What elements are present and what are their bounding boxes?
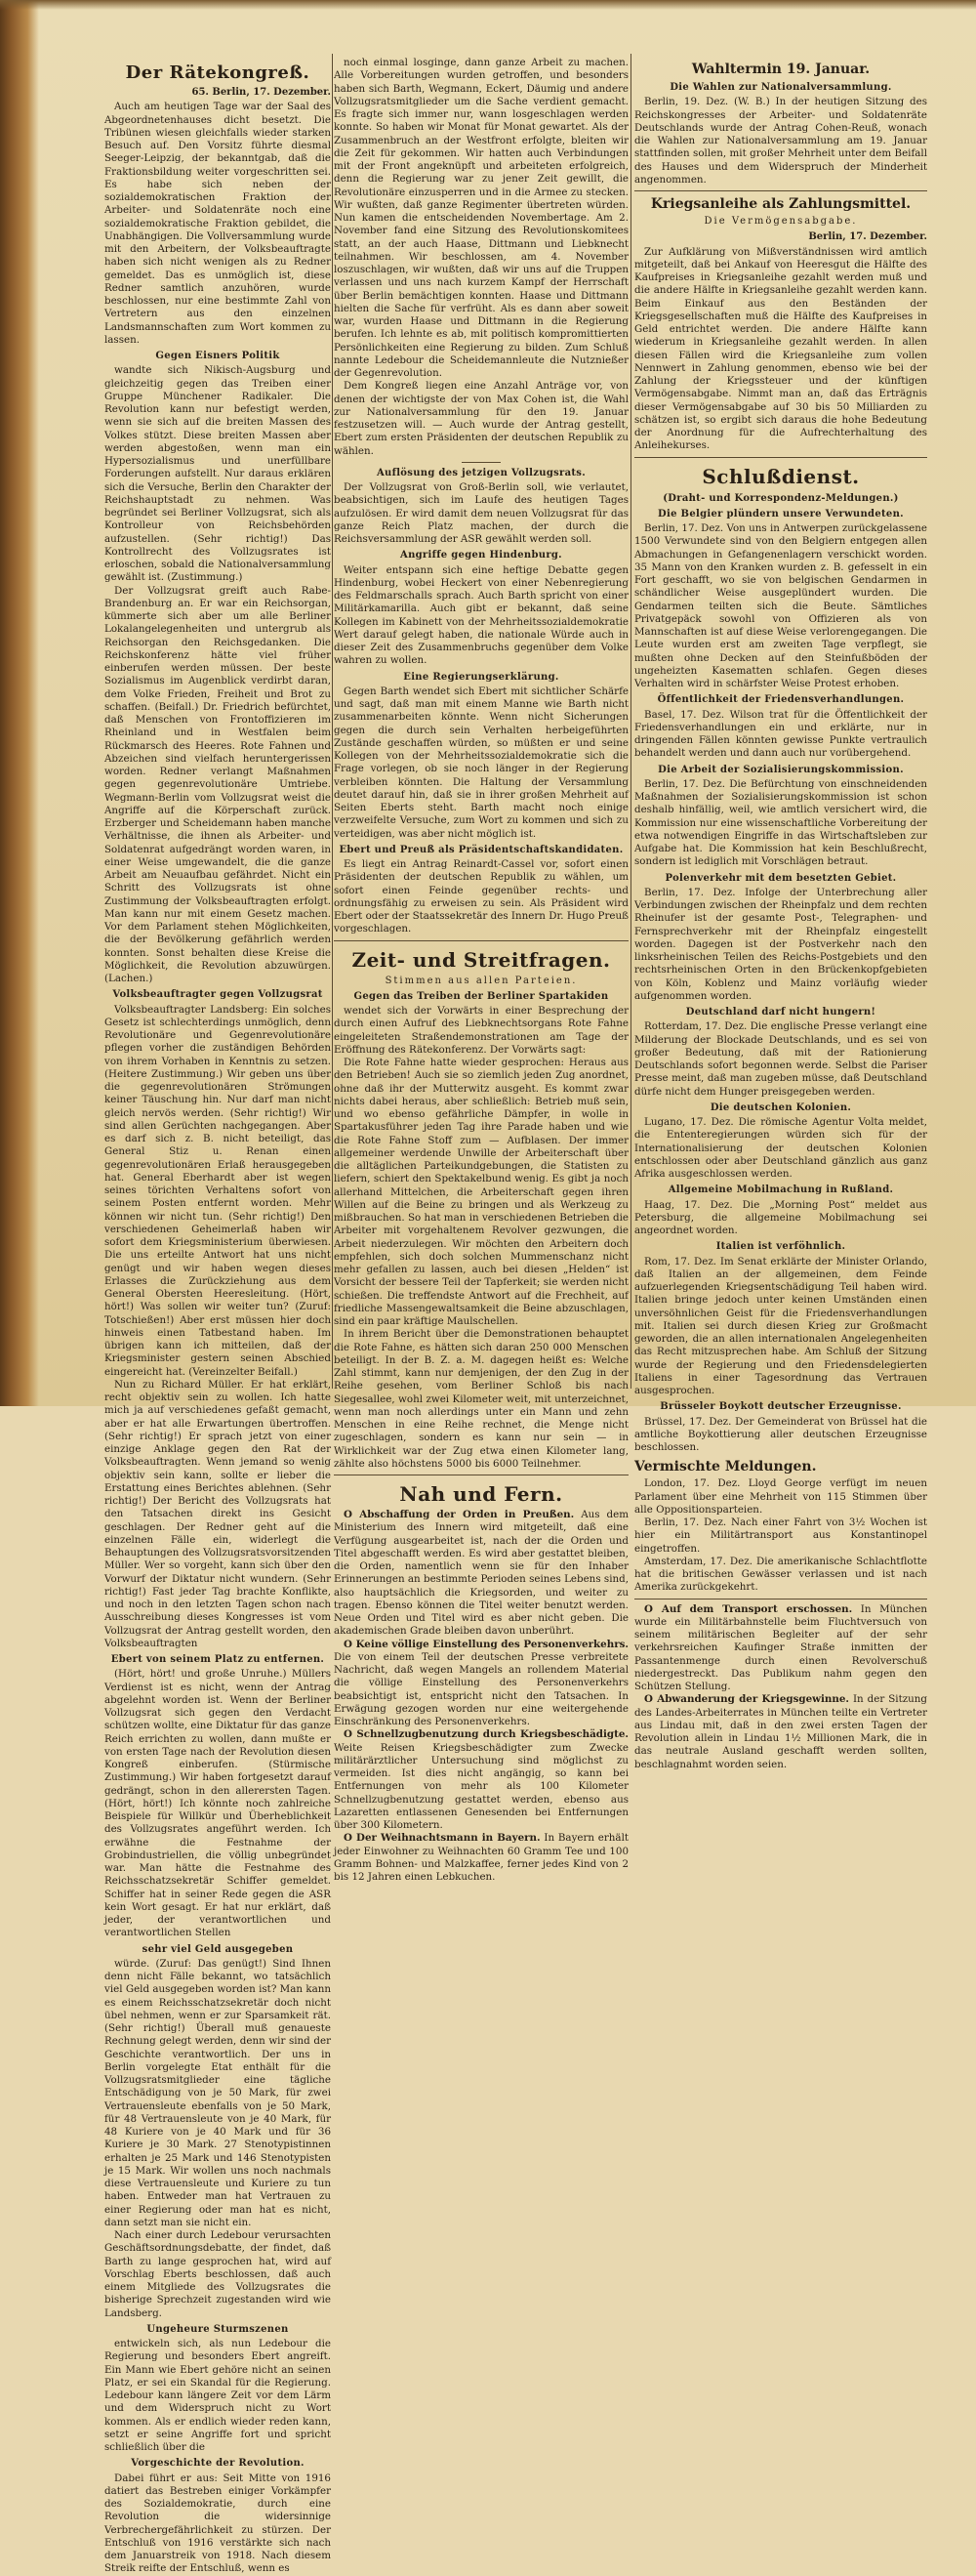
paragraph: Rom, 17. Dez. Im Senat erklärte der Minister Orlando, daß Italien an der allgemeinen, dem Feinde aufzuerlegenden Kriegsentschädigung Teil haben wird. Italien bringe jedoch unter keinen Umständen einen unversöhnlichen Geist für die Friedensverhandlungen mit. Italien sei durch diesen Krieg zur Großmacht geworden, die an allen internationalen Angelegenheiten das Recht mitzusprechen habe. Am Schluß der Sitzung wurde der Regierung und den Friedensdelegierten Italiens in einer Tagesordnung das Vertrauen ausgesprochen. [634, 1255, 927, 1396]
section-title-zeit-und-streitfragen: Zeit- und Streitfragen. [351, 947, 611, 972]
news-item-title: O Abwanderung der Kriegsgewinne. [644, 1693, 850, 1706]
subheading: Polenverkehr mit dem besetzten Gebiet. [665, 872, 897, 884]
paragraph: wandte sich Nikisch-Augsburg und gleichzeitig gegen das Treiben einer Gruppe Münchener Radikaler. Die Revolution kann nur befestigt werden, wenn sie sich auf die breiten Massen des Volkes stützt. Diese breiten Massen aber werden abgestoßen, wenn man ein Hypersozialismus und unerfüllbare Forderungen aufstellt. Nur daraus erklären sich die Versuche, Berlin den Charakter der Reichshauptstadt zu nehmen. Was begründet sei Berliner Vollzugsrat, sich als Kontrolleur von Reichsbehörden aufzustellen. (Sehr richtig!) Das Kontrollrecht des Vollzugsrates ist erloschen, sobald die Nationalversammlung gewählt ist. (Zustimmung.) [104, 364, 331, 584]
subheading: Öffentlichkeit der Friedensverhandlungen. [657, 694, 905, 706]
paragraph: Haag, 17. Dez. Die „Morning Post“ meldet aus Petersburg, die allgemeine Mobilmachung sei angeordnet worden. [634, 1198, 927, 1236]
divider [634, 190, 927, 191]
column-2 [334, 57, 630, 1883]
paragraph: In ihrem Bericht über die Demonstrationen behauptet die Rote Fahne, es hätten sich daran 250 000 Menschen beteiligt. In der B. Z. a. M. dagegen heißt es: Welche Zahl stimmt, kann nur demjenigen, der den Zug in der Reihe gesehen, vom Berliner Schloß bis nach Siegesallee, wohl zwei Kilometer weit, mit unterzeichnet, wenn man noch allerdings unter ein Mann und zehn Menschen in eine Reihe rechnet, die Menge nicht zugeschlagen, sondern es kann nur sein — in Wirklichkeit war der Zug etwa einen Kilometer lang, zählte also höchstens 5000 bis 6000 Teilnehmer. [334, 1328, 629, 1470]
paragraph: Weiter entspann sich eine heftige Debatte gegen Hindenburg, wobei Heckert von einer Nebenregierung des Feldmarschalls sprach. Auch Barth spricht von einer Militärkamarilla. Auch gibt er bekannt, daß seine Kollegen im Kabinett von der Mehrheitssozialdemokratie Wert darauf gelegt haben, die nationale Würde auch in dieser Zeit des Zusammenbruchs gegenüber dem Volke wahren zu wollen. [334, 563, 629, 667]
subheading: Deutschland darf nicht hungern! [685, 1007, 876, 1018]
column-1 [104, 57, 331, 2575]
divider [634, 1599, 927, 1600]
paragraph: Volksbeauftragter Landsberg: Ein solches Gesetz ist schlechterdings unmöglich, denn Revolutionäre und Gegenrevolutionäre pflegen vorher die zuständigen Behörden von ihrem Vorhaben in Kenntnis zu setzen. (Heitere Zustimmung.) Wir geben uns über die gegenrevolutionären Strömungen keiner Täuschung hin. Nur darf man nicht gleich nervös werden. (Sehr richtig!) Wir sind allen Gerüchten nachgegangen. Aber es darf sich z. B. nicht beteiligt, das General Stiz u. Renan einen gegenrevolutionären Erlaß herausgegeben hat. General Eberhardt aber ist wegen seines törichten Verhaltens sofort von seinem Posten entfernt worden. Mehr können wir nicht tun. (Sehr richtig!) Den verschiedenen Geheimerlaß haben wir sofort dem Kriegsministerium überwiesen. Die uns erteilte Antwort hat uns nicht genügt und wir haben wegen dieses Erlasses die Zurückziehung aus dem General Obersten Heeresleitung. (Hört, hört!) Was sollen wir weiter tun? (Zuruf: Totschießen!) Aber erst müssen hier doch hinweis einen Tatbestand haben. Im übrigen kann ich mitteilen, daß der Kriegsminister gestern seinen Abschied eingereicht hat. (Vereinzelter Beifall.) [104, 1003, 331, 1378]
paragraph: Die Rote Fahne hatte wieder gesprochen: Heraus aus den Betrieben! Auch sie so ziemlich jeden Zug anordnet, ohne daß ihr der Mutterwitz ausgeht. Es kommt zwar nichts dabei heraus, aber schließlich: Betrieb muß sein, und wo ebenso gefährliche Dämpfer, in wolle in Spartakusführer jeden Tag ihre Parade haben und wie die Rote Fahne Stoff zum — Aufblasen. Der immer allgemeiner werdende Unwille der Arbeiterschaft über die alltäglichen Parteikundgebungen, die Statisten zu liefern, schiert den Spektakelbund wenig. Es gibt ja noch allerhand Mittelchen, die Arbeiterschaft gegen ihren Willen auf die Beine zu bringen und als Werkzeug zu mißbrauchen. So hat man in verschiedenen Betrieben die Arbeiter mit vorgehaltenem Revolver gezwungen, die Arbeit niederzulegen. Wir möchten den Arbeitern doch empfehlen, sich doch solchen Mummenschanz nicht mehr gefallen zu lassen, auch bei diesen „Helden“ ist Vorsicht der bessere Teil der Tapferkeit; sie werden nicht schießen. Die treffendste Antwort auf die Frechheit, auf friedliche Massengewaltsamkeit die Beine abzuschlagen, sind ein paar kräftige Maulschellen. [334, 1057, 629, 1327]
news-item-text: Die von einem Teil der deutschen Presse verbreitete Nachricht, daß wegen Mangels an rollendem Material die völlige Einstellung des Personenverkehrs beabsichtigt ist, entspricht nicht den Tatsachen. In Erwägung gezogen worden nur eine weitergehende Einschränkung des Personenverkehrs. [334, 1650, 629, 1727]
section-subtitle: (Draht- und Korrespondenz-Meldungen.) [663, 492, 899, 504]
article-title-kriegsanleihe: Kriegsanleihe als Zahlungsmittel. [650, 196, 912, 212]
paragraph: Gegen Barth wendet sich Ebert mit sichtlicher Schärfe und sagt, daß man mit einem Manne wie Barth nicht zusammenarbeiten könnte. Wenn nicht Sicherungen gegen die durch sein Verhalten herbeigeführten Zustände geschaffen würden, so müßten er und seine Kollegen von der Mehrheitssozialdemokratie sich die Frage vorlegen, ob sie noch länger in der Regierung verbleiben könnten. Die Haltung der Versammlung deutet darauf hin, daß sie in ihrer großen Mehrheit auf Seiten Eberts steht. Barth macht noch einige verzweifelte Versuche, zum Wort zu kommen und sich zu verteidigen, was aber nicht möglich ist. [334, 685, 629, 840]
paragraph: Berlin, 17. Dez. Die Befürchtung von einschneidenden Maßnahmen der Sozialisierungskommission ist schon deshalb hinfällig, weil, wie amtlich versichert wird, die Kommission nur eine wissenschaftliche Vorbereitung der etwa notwendigen Eingriffe in das Wirtschaftsleben zur Aufgabe hat. Die Kommission hat kein Beschlußrecht, sondern ist lediglich mit Vorschlägen betraut. [634, 777, 927, 868]
news-item [334, 1639, 629, 1729]
paragraph: Es liegt ein Antrag Reinardt-Cassel vor, sofort einen Präsidenten der deutschen Republik zu wählen, um sofort einen Feinde gegenüber rechts- und ordnungsfähig zu erweisen zu sein. Als Präsident wird Ebert oder der Staatssekretär des Innern Dr. Hugo Preuß vorgeschlagen. [334, 858, 629, 935]
page-binding-edge [0, 0, 39, 1406]
section-subtitle: Stimmen aus allen Parteien. [385, 975, 578, 986]
subheading: Allgemeine Mobilmachung in Rußland. [668, 1184, 894, 1196]
paragraph: (Hört, hört! und große Unruhe.) Müllers Verdienst ist es nicht, wenn der Antrag abgelehnt worden ist. Wenn der Berliner Vollzugsrat sich gegen den Verdacht schützen wollte, eine Diktatur für das ganze Reich errichten zu wollen, dann mußte er von ersten Tage nach der Revolution diesen Kongreß einberufen. (Stürmische Zustimmung.) Wir haben fortgesetzt darauf gedrängt, schon in den allerersten Tagen. (Hört, hört!) Ich könnte noch zahlreiche Beispiele für Willkür und Überheblichkeit des Vollzugsrates angeführt werden. Ich erwähne die Festnahme der Grobindustriellen, die völlig unbegründet war. Man hätte die Festnahme des Reichsschatzsekretär Schiffer gemeldet. Schiffer hat in seiner Rede gegen die ASR kein Wort gesagt. Er hat nur erklärt, daß jeder, der verantwortlichen und verantwortlichen Stellen [104, 1668, 331, 1939]
divider [462, 462, 501, 463]
column-3 [634, 57, 927, 1770]
page-top-edge [0, 0, 976, 10]
section-title-schlussdienst: Schlußdienst. [702, 464, 860, 488]
section-title-vermischte-meldungen: Vermischte Meldungen. [634, 1459, 817, 1475]
subheading: Vorgeschichte der Revolution. [131, 2458, 305, 2470]
news-item-title: O Schnellzugbenutzung durch Kriegsbeschädigte. [344, 1728, 629, 1741]
subheading: Gegen das Treiben der Berliner Spartakiden [353, 990, 609, 1002]
paragraph: Zur Aufklärung von Mißverständnissen wird amtlich mitgeteilt, daß bei Ankauf von Heeresgut die Hälfte des Kaufpreises in Kriegsanleihe gezahlt werden muß und die andere Hälfte in Kriegsanleihe gezahlt werden kann. Beim Einkauf aus den Beständen der Kriegsgesellschaften muß die Hälfte des Kaufpreises in Geld entrichtet werden. Die andere Hälfte kann wiederum in Kriegsanleihe gezahlt werden. In allen diesen Fällen wird die Kriegsanleihe zum vollen Nennwert in Zahlung genommen, ebenso wie bei der Zahlung der Kriegssteuer und der künftigen Vermögensabgabe. Nimmt man an, daß das Erträgnis dieser Vermögensabgabe auf 30 bis 50 Milliarden zu schätzen ist, so ergibt sich daraus die hohe Bedeutung der Anordnung für die Aufrechterhaltung des Anleihekurses. [634, 245, 927, 452]
paragraph: würde. (Zuruf: Das genügt!) Sind Ihnen denn nicht Fälle bekannt, wo tatsächlich viel Geld ausgegeben worden ist? Man kann es einem Reichsschatzsekretär doch nicht übel nehmen, wenn er zur Sparsamkeit rät. (Sehr richtig!) Überall muß genaueste Rechnung gelegt werden, denn wir sind der Geschichte verantwortlich. Der uns in Berlin vorgelegte Etat enthält für die Vollzugsratsmitglieder eine tägliche Entschädigung von je 50 Mark, für zwei Vertrauensleute ebenfalls von je 50 Mark, für 48 Vertrauensleute von je 40 Mark, für 48 Kuriere von je 40 Mark und für 36 Kuriere je 30 Mark. 27 Stenotypistinnen erhalten je 25 Mark und 146 Stenotypisten je 15 Mark. Wir wollen uns noch nachmals diese Vertrauensleute und Kuriere zu tun haben. Entweder man hat Vertrauen zu einer Regierung oder man hat es nicht, dann setzt man sie nicht ein. [104, 1957, 331, 2228]
subheading: Angriffe gegen Hindenburg. [400, 550, 562, 561]
paragraph: Rotterdam, 17. Dez. Die englische Presse verlangt eine Milderung der Blockade Deutschlands, und es sei von großer Bedeutung, daß mit der Rationierung Deutschlands sofort begonnen werde. Selbst die Pariser Presse meint, daß man zugeben müsse, daß Deutschland dürfe nicht dem Hunger preisgegeben werden. [634, 1020, 927, 1098]
subheading: Eine Regierungserklärung. [403, 671, 559, 683]
news-item-text: In der Sitzung des Landes-Arbeiterrates in München teilte ein Vertreter aus Lindau mit, daß in den zwei ersten Tagen der Revolution allein in Lindau 1½ Millionen Mark, die in das neutrale Ausland geschafft werden sollten, beschlagnahmt worden seien. [634, 1693, 927, 1770]
dateline: 65. Berlin, 17. Dezember. [191, 87, 331, 98]
paragraph: wendet sich der Vorwärts in einer Besprechung der durch einen Aufruf des Liebknechtsorgans Rote Fahne eingeleiteten Straßendemonstrationen am Tage der Eröffnung des Rätekonferenz. Der Vorwärts sagt: [334, 1005, 629, 1056]
paragraph: Berlin, 17. Dez. Nach einer Fahrt von 3½ Wochen ist hier ein Militärtransport aus Konstantinopel eingetroffen. [634, 1517, 927, 1555]
paragraph: Brüssel, 17. Dez. Der Gemeinderat von Brüssel hat die amtliche Boykottierung aller deutschen Erzeugnisse beschlossen. [634, 1415, 927, 1453]
news-item-text: In Bayern erhält jeder Einwohner zu Weihnachten 60 Gramm Tee und 100 Gramm Bohnen- und Malzkaffee, ferner jedes Kind von 2 bis 12 Jahren einen Lebkuchen. [334, 1832, 630, 1883]
paragraph: Amsterdam, 17. Dez. Die amerikanische Schlachtflotte hat die britischen Gewässer verlassen und ist nach Amerika zurückgekehrt. [634, 1555, 927, 1594]
dateline: Berlin, 17. Dezember. [808, 231, 927, 243]
news-item-title: O Der Weihnachtsmann in Bayern. [344, 1832, 541, 1845]
subheading: Die Belgier plündern unsere Verwundeten. [658, 508, 904, 519]
news-item [334, 1509, 629, 1639]
paragraph: Lugano, 17. Dez. Die römische Agentur Volta meldet, die Ententeregierungen würden sich für der Internationalisierung der deutschen Kolonien entschlossen oder aber Deutschland gänzlich aus ganz Afrika ausgeschlossen werden. [634, 1116, 927, 1180]
paragraph: Nun zu Richard Müller. Er hat erklärt, recht objektiv sein zu wollen. Ich hatte mich ja auf verschiedenes gefaßt gemacht, aber er hat alle Erwartungen übertroffen. (Sehr richtig!) Er sprach jetzt von einer einzige Anklage gegen den Rat der Volksbeauftragten. Wenn jemand so wenig objektiv sein kann, sollte er lieber die Erstattung eines Berichtes ablehnen. (Sehr richtig!) Der Bericht des Vollzugsrats hat den Tatsachen direkt ins Gesicht geschlagen. Der Redner geht auf die einzelnen Fälle ein, widerlegt die Behauptungen des Vollzugsratsvorsitzenden Müller. Wer so vorgeht, kann sich über den Vorwurf der Diktatur nicht wundern. (Sehr richtig!) Fast jeder Tag brachte Konflikte, und noch in den letzten Tagen schon nach Ausschreibung dieses Kongresses ist vom Vollzugsrat der Antrag gestellt worden, den Volksbeauftragten [104, 1378, 331, 1649]
news-item-text: In München wurde ein Militärbahnstelle beim Fluchtversuch von seinem militärischen Begleiter auf der sehr verkehrsreichen Kaufinger Straße inmitten der Passantenmenge durch einen Revolverschuß niedergestreckt. Das Publikum nahm gegen den Schützen Stellung. [634, 1602, 927, 1692]
paragraph: Berlin, 17. Dez. Von uns in Antwerpen zurückgelassene 1500 Verwundete sind von den Belgiern entgegen allen Abmachungen in Gefangenenlagern verschickt worden. 35 Mann von den Kranken wurden z. B. gefesselt in ein Fort geschafft, wo sie von belgischen Gendarmen in schändlicher Weise ausgeplündert wurden. Die Gendarmen teilten sich die Beute. Sämtliches Privatgepäck sowohl von Offizieren als von Mannschaften ist auf diese Weise verlorengegangen. Die Leute wurden erst am zweiten Tage verpflegt, sie mußten ohne Decken auf den Steinfußböden der ungeheizten Kasematten schlafen. Gegen dieses Verhalten wird in schärfster Weise Protest erhoben. [634, 522, 927, 689]
column-rule-2 [630, 54, 631, 1389]
news-item [334, 1728, 629, 1832]
subheading: Ebert von seinem Platz zu entfernen. [110, 1654, 325, 1665]
paragraph: Auch am heutigen Tage war der Saal des Abgeordnetenhauses dicht besetzt. Die Tribünen wiesen gleichfalls wieder starken Besuch auf. Den Vorsitz führte diesmal Seeger-Leipzig, der bekanntgab, daß die Fraktionsbildung weiter vorgeschritten sei. Es habe sich neben der sozialdemokratischen Fraktion der Arbeiter- und Soldatenräte noch eine sozialdemokratische Fraktion gebildet, die Unabhängigen. Die Vollversammlung wurde mit den Arbeitern, der Volksbeauftragte haben sich nicht wenigen als zu Redner gemeldet. Das es unmöglich ist, diese Redner samtlich anzuhören, wurde beschlossen, nur eine bestimmte Zahl von Vertretern aus den einzelnen Landsmannschaften zum Wort kommen zu lassen. [104, 101, 331, 346]
divider [634, 457, 927, 458]
paragraph: entwickeln sich, als nun Ledebour die Regierung und besonders Ebert angreift. Ein Mann wie Ebert gehöre nicht an seinen Platz, er sei ein Skandal für die Regierung. Ledebour kann längere Zeit vor dem Lärm und dem Widerspruch nicht zu Wort kommen. Als er endlich wieder reden kann, setzt er seine Angriffe fort und spricht schließlich über die [104, 2338, 331, 2453]
paragraph: Berlin, 17. Dez. Infolge der Unterbrechung aller Verbindungen zwischen der Rheinpfalz und dem rechten Rheinufer ist der gesamte Post-, Telegraphen- und Fernsprechverkehr mit der Rheinpfalz eingestellt worden. Dagegen ist der Postverkehr nach den linksrheinischen Teilen des Reichs-Postgebiets und den rechtsrheinischen Orten in den Brückenkopfgebieten von Köln, Koblenz und Mainz vorläufig wieder aufgenommen worden. [634, 886, 927, 1002]
subheading: Die Wahlen zur Nationalversammlung. [670, 82, 892, 93]
subheading: Italien ist verföhnlich. [715, 1241, 846, 1253]
paragraph: Basel, 17. Dez. Wilson trat für die Öffentlichkeit der Friedensverhandlungen ein und erklärte, nur in dringenden Fällen könnten gewisse Punkte vertraulich behandelt werden und dann auch nur vorübergehend. [634, 708, 927, 760]
paragraph: noch einmal losginge, dann ganze Arbeit zu machen. Alle Vorbereitungen wurden getroffen, und besonders haben sich Barth, Wegmann, Eckert, Däumig und andere Vollzugsratsmitglieder um die Sache verdient gemacht. Es fragte sich immer nur, wann losgeschlagen werden konnte. So haben wir Monat für Monat gewartet. Als der Zusammenbruch an der Westfront erfolgte, bleiten wir die Zeit für gekommen. Wir hatten auch Verbindungen mit der Front angeknüpft und arbeiteten erfolgreich, denn die Regierung war zu jener Zeit gewillt, die Revolutionäre einzusperren und in die Armee zu stecken. Wir wußten, daß ganze Regimenter übertreten würden. Nun kamen die entscheidenden Novembertage. Am 2. November fand eine Sitzung des Revolutionskomitees statt, an der auch Haase, Dittmann und Liebknecht teilnahmen. Wir beschlossen, am 4. November loszuschlagen, wir wußten, daß wir uns auf die Truppen verlassen und uns nach kurzem Kampf der Herrschaft über Berlin bemächtigen konnten. Haase und Dittmann hielten die Sache für verfrüht. Als es dann aber soweit war, wurden Haase und Dittmann in die Regierung berufen. Ich lehnte es ab, mit politisch kompromittierten Persönlichkeiten eine Regierung zu bilden. Zum Schluß nannte Ledebour die Scheidemannleute die Nutznießer der Gegenrevolution. [334, 57, 629, 379]
news-item-title: O Abschaffung der Orden in Preußen. [344, 1509, 575, 1520]
news-item-text: Aus dem Ministerium des Innern wird mitgeteilt, daß eine Verfügung ausgearbeitet ist, nach der die Orden und Titel abgeschafft werden. Es wird aber gestattet bleiben, die Orden, namentlich wenn sie für den Inhaber Erinnerungen an bestimmte Perioden seines Lebens sind, also hauptsächlich die Kriegsorden, und weiter zu tragen. Ebenso können die Titel weiter benutzt werden. Neue Orden und Titel wird es aber nicht geben. Die akademischen Grade bleiben davon unberührt. [334, 1509, 629, 1638]
paragraph: Dabei führt er aus: Seit Mitte von 1916 datiert das Bestreben einiger Vorkämpfer des Sozialdemokratie, durch eine Revolution die widersinnige Verbrechergefährlichkeit zu stürzen. Der Entschluß von 1916 verstärkte sich nach dem Januarstreik von 1918. Nach diesem Streik reifte der Entschluß, wenn es [104, 2472, 331, 2575]
article-title-wahltermin: Wahltermin 19. Januar. [691, 62, 871, 77]
news-item-title: O Keine völlige Einstellung des Personenverkehrs. [344, 1638, 629, 1650]
subheading: Auflösung des jetzigen Vollzugsrats. [376, 467, 587, 478]
paragraph: Dem Kongreß liegen eine Anzahl Anträge vor, von denen der wichtigste der von Max Cohen ist, die Wahl zur Nationalversammlung für den 19. Januar festzusetzen will. — Auch wurde der Antrag gestellt, Ebert zum ersten Präsidenten der deutschen Republik zu wählen. [334, 380, 629, 457]
news-item [634, 1603, 927, 1694]
paragraph: London, 17. Dez. Lloyd George verfügt im neuen Parlament über eine Mehrheit von 115 Stimmen über alle Oppositionsparteien. [634, 1477, 927, 1516]
section-title-nah-und-fern: Nah und Fern. [399, 1482, 563, 1506]
news-item [334, 1832, 629, 1884]
divider [334, 940, 629, 941]
subheading: Volksbeauftragter gegen Vollzugsrat [112, 989, 323, 1001]
subheading: Die Vermögensabgabe. [704, 216, 858, 227]
article-title-raetekongress: Der Rätekongreß. [125, 62, 310, 83]
subheading: Ebert und Preuß als Präsidentschaftskandidaten. [339, 844, 624, 855]
subheading: Gegen Eisners Politik [155, 351, 280, 361]
paragraph: Nach einer durch Ledebour verursachten Geschäftsordnungsdebatte, der findet, daß Barth zu lange gesprochen hat, wird auf Vorschlag Eberts beschlossen, daß auch einem Mitgliede des Vollzugsrates die bisherige Sprechzeit zugestanden wird wie Landsberg. [104, 2229, 331, 2319]
paragraph: Der Vollzugsrat von Groß-Berlin soll, wie verlautet, beabsichtigen, sich im Laufe des heutigen Tages aufzulösen. Er wird damit dem neuen Vollzugsrat für das ganze Reich Platz machen, der durch die Reichsversammlung der ASR gewählt werden soll. [334, 481, 629, 545]
paragraph: Berlin, 19. Dez. (W. B.) In der heutigen Sitzung des Reichskongresses der Arbeiter- und Soldatenräte Deutschlands wurde der Antrag Cohen-Reuß, wonach die Wahlen zur Nationalversammlung am 19. Januar stattfinden sollen, mit großer Mehrheit unter dem Beifall des Hauses und dem Widerspruch der Minderheit angenommen. [634, 96, 927, 186]
paragraph: Der Vollzugsrat greift auch Rabe-Brandenburg an. Er war ein Reichsorgan, kümmerte sich aber um alle Berliner Lokalangelegenheiten und untergrub als Reichsorgan den Reichsgedanken. Die Reichskonferenz hätte viel früher einberufen werden müssen. Der beste Sozialismus im Augenblick verdirbt daran, dem Volke Frieden, Freiheit und Brot zu schaffen. (Beifall.) Dr. Friedrich befürchtet, daß Menschen von Frontoffizieren im Rheinland und in Westfalen beim Rückmarsch des Heeres. Rote Fahnen und Abzeichen sind vielfach heruntergerissen worden. Redner verlangt Maßnahmen gegen gegenrevolutionäre Umtriebe. Wegmann-Berlin vom Vollzugsrat weist die Angriffe auf die Körperschaft zurück. Erzberger und Scheidemann haben manche Verhältnisse, die ihnen als Arbeiter- und Soldatenrat aufgedrängt worden waren, in einer Weise umgewandelt, die die ganze Arbeit am Neuaufbau gefährdet. Nicht ein Schritt des Vollzugsrats ist ohne Zustimmung der Volksbeauftragten erfolgt. Man kann nur mit einem Gesetz machen. Vor dem Parlament stehen Möglichkeiten, die der Bevölkerung gefährlich werden konnten. Sonst behalten diese Kreise die Möglichkeit, die Revolution abzuwürgen. (Lachen.) [104, 584, 331, 984]
subheading: Ungeheure Sturmszenen [146, 2323, 289, 2335]
news-item-text: Weite Reisen Kriegsbeschädigter zum Zwecke militärärztlicher Untersuchung sind möglichst zu vermeiden. Ist dies nicht angängig, so kann bei Entfernungen von mehr als 100 Kilometer Schnellzugbenutzung gestattet werden, ebenso aus Lazaretten entlassenen Genesenden bei Entfernungen über 300 Kilometern. [334, 1741, 629, 1831]
subheading: Brüsseler Boykott deutscher Erzeugnisse. [660, 1401, 902, 1413]
news-item [634, 1693, 927, 1771]
subheading: Die deutschen Kolonien. [710, 1101, 852, 1113]
news-item-title: O Auf dem Transport erschossen. [644, 1602, 853, 1615]
column-rule-1 [332, 54, 333, 1389]
subheading: sehr viel Geld ausgegeben [142, 1943, 294, 1955]
subheading: Die Arbeit der Sozialisierungskommission. [658, 764, 904, 775]
